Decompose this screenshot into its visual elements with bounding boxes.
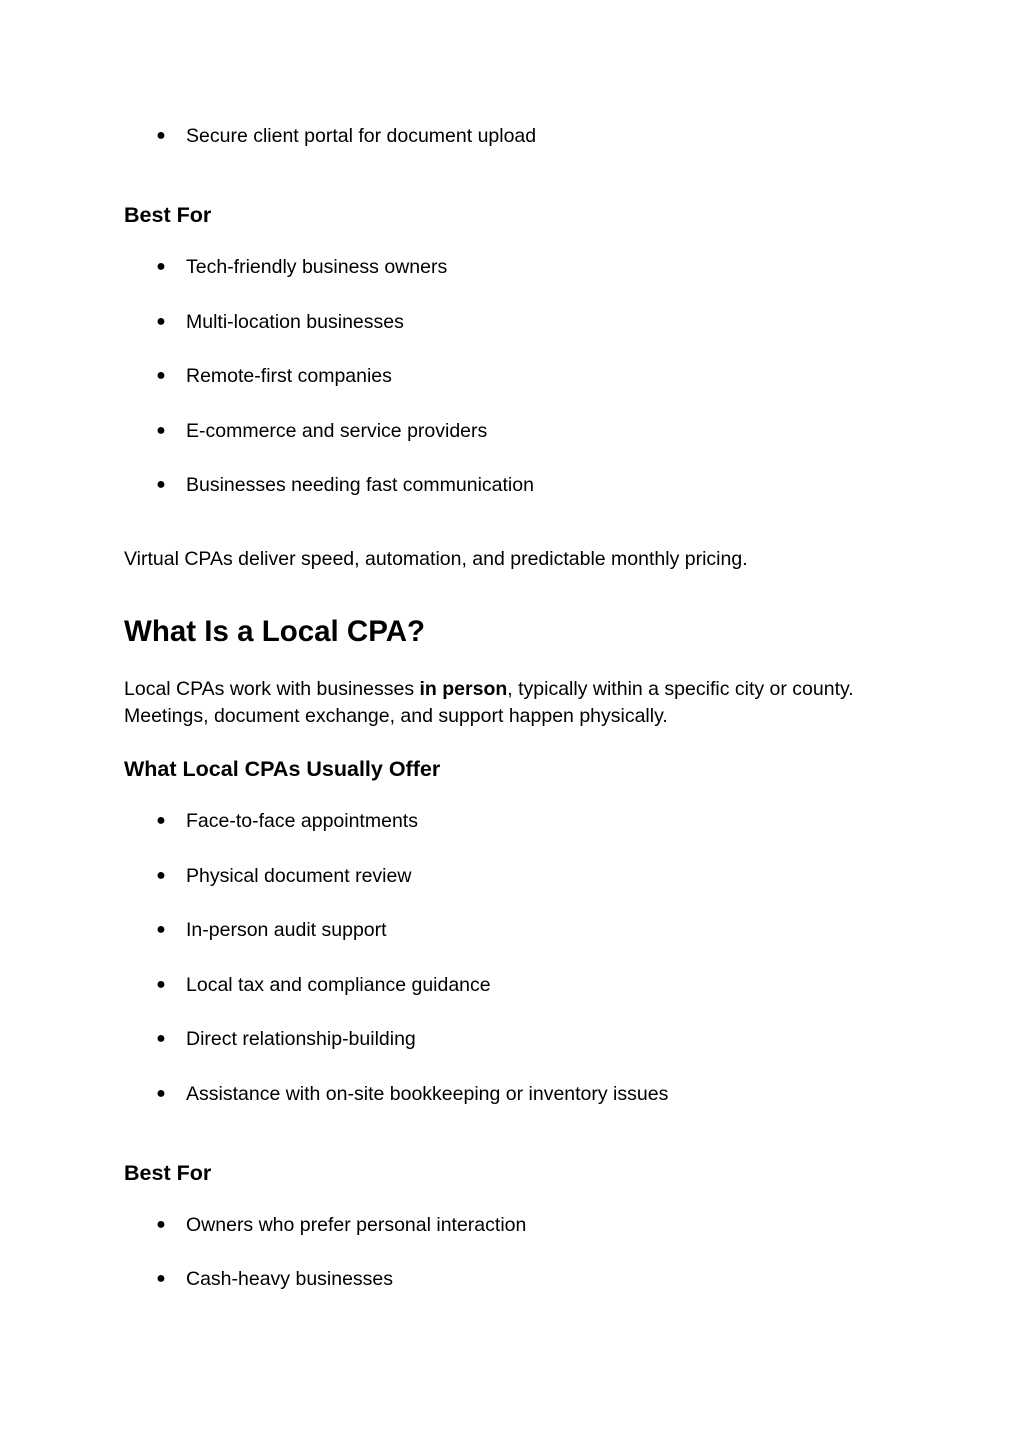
- list-item: ● Remote-first companies: [0, 364, 1024, 388]
- bullet-icon: ●: [156, 422, 166, 439]
- section-heading-local-offer: What Local CPAs Usually Offer: [124, 757, 441, 781]
- section-heading-best-for-local: Best For: [124, 1161, 212, 1185]
- list-item: ● Assistance with on-site bookkeeping or inventory issues: [0, 1082, 1024, 1106]
- local-intro-paragraph: Local CPAs work with businesses in person, typically within a specific city or county. Meetings, document exchange, and support happen physically.: [124, 678, 854, 727]
- page-heading-local-cpa: What Is a Local CPA?: [124, 615, 426, 648]
- list-item: ● Cash-heavy businesses: [0, 1267, 1024, 1291]
- bullet-icon: ●: [156, 1216, 166, 1233]
- bullet-icon: ●: [156, 258, 166, 275]
- list-item: ● E-commerce and service providers: [0, 419, 1024, 443]
- list-item: ● Multi-location businesses: [0, 310, 1024, 334]
- section-heading-best-for-virtual: Best For: [124, 203, 212, 227]
- list-item: ● Secure client portal for document upload: [0, 124, 1024, 148]
- bullet-icon: ●: [156, 1270, 166, 1287]
- bullet-icon: ●: [156, 1030, 166, 1047]
- bullet-icon: ●: [156, 127, 166, 144]
- list-item: ● Local tax and compliance guidance: [0, 973, 1024, 997]
- list-item: ● In-person audit support: [0, 918, 1024, 942]
- list-item: ● Businesses needing fast communication: [0, 473, 1024, 497]
- list-item: ● Tech-friendly business owners: [0, 255, 1024, 279]
- list-item: ● Owners who prefer personal interaction: [0, 1213, 1024, 1237]
- list-item: ● Direct relationship-building: [0, 1027, 1024, 1051]
- list-item: ● Physical document review: [0, 864, 1024, 888]
- bullet-icon: ●: [156, 476, 166, 493]
- bullet-icon: ●: [156, 976, 166, 993]
- bullet-icon: ●: [156, 1085, 166, 1102]
- virtual-summary-paragraph: Virtual CPAs deliver speed, automation, and predictable monthly pricing.: [124, 548, 748, 570]
- bullet-icon: ●: [156, 812, 166, 829]
- bullet-icon: ●: [156, 921, 166, 938]
- bullet-icon: ●: [156, 367, 166, 384]
- bullet-icon: ●: [156, 867, 166, 884]
- emphasis-in-person: in person: [419, 678, 508, 700]
- list-item: ● Face-to-face appointments: [0, 809, 1024, 833]
- bullet-icon: ●: [156, 313, 166, 330]
